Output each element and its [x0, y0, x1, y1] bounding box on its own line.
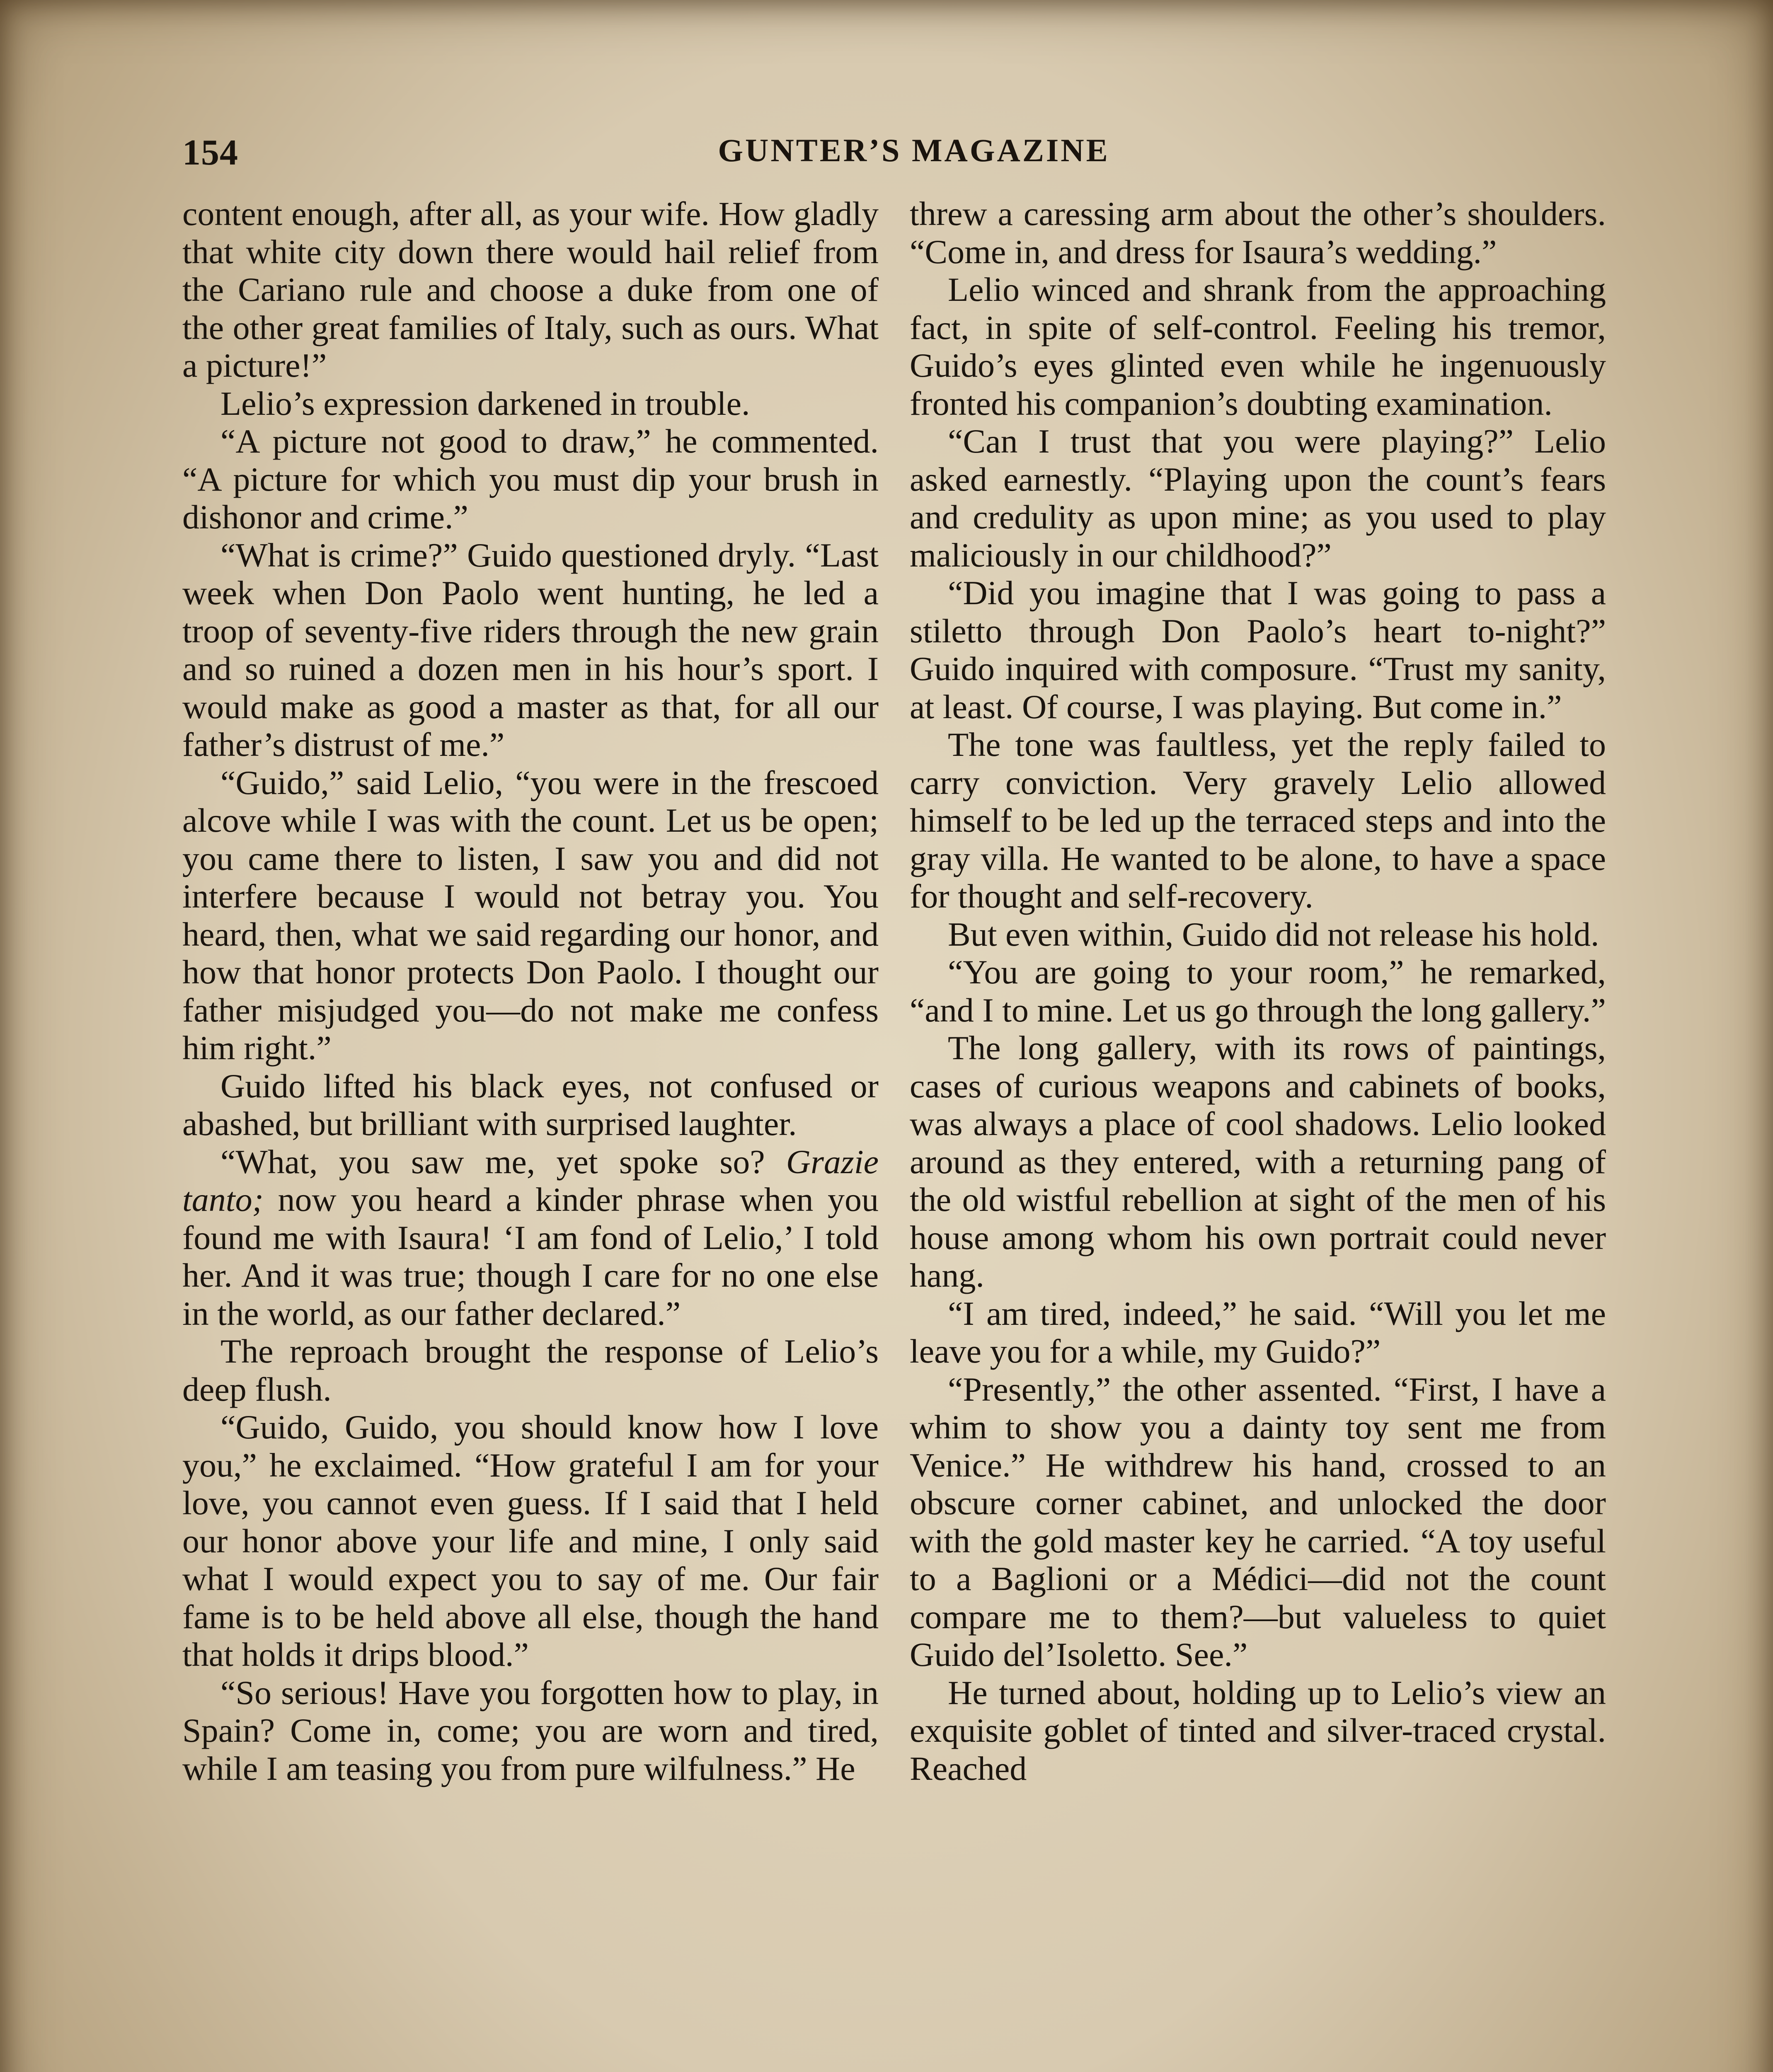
paragraph: “You are going to your room,” he remarked, “and I to mine. Let us go through the long gallery.”: [910, 953, 1606, 1029]
paragraph: “Guido,” said Lelio, “you were in the frescoed alcove while I was with the count. Let us be open; you came there to listen, I saw you and did not interfere because I would not betray you. You heard, then, what we said regarding our honor, and how that honor protects Don Paolo. I thought our father misjudged you—do not make me confess him right.”: [182, 763, 879, 1067]
paragraph: “What is crime?” Guido questioned dryly. “Last week when Don Paolo went hunting, he led a troop of seventy-five riders through the new grain and so ruined a dozen men in his hour’s sport. I would make as good a master as that, for all our father’s distrust of me.”: [182, 536, 879, 763]
paragraph: The long gallery, with its rows of paintings, cases of curious weapons and cabinets of books, was always a place of cool shadows. Lelio looked around as they entered, with a returning pang of the old wistful rebellion at sight of the men of his house among whom his own portrait could never hang.: [910, 1029, 1606, 1294]
paragraph: content enough, after all, as your wife. How gladly that white city down there would hail relief from the Cariano rule and choose a duke from one of the other great families of Italy, such as ours. What a picture!”: [182, 195, 879, 384]
paragraph: Lelio winced and shrank from the approaching fact, in spite of self-control. Feeling his tremor, Guido’s eyes glinted even while he ingenuously fronted his companion’s doubting examination.: [910, 271, 1606, 422]
paragraph: He turned about, holding up to Lelio’s view an exquisite goblet of tinted and silver-traced crystal. Reached: [910, 1673, 1606, 1787]
paragraph: “Can I trust that you were playing?” Lelio asked earnestly. “Playing upon the count’s fears and credulity as upon mine; as you used to play maliciously in our childhood?”: [910, 422, 1606, 574]
paragraph: “Guido, Guido, you should know how I love you,” he exclaimed. “How grateful I am for your love, you cannot even guess. If I said that I held our honor above your life and mine, I only said what I would expect you to say of me. Our fair fame is to be held above all else, though the hand that holds it drips blood.”: [182, 1408, 879, 1673]
paragraph: threw a caressing arm about the other’s shoulders. “Come in, and dress for Isaura’s wedding.”: [910, 195, 1606, 271]
paragraph: “Did you imagine that I was going to pass a stiletto through Don Paolo’s heart to-night?” Guido inquired with composure. “Trust my sanity, at least. Of course, I was playing. But come in.”: [910, 574, 1606, 726]
right-column: [910, 195, 1606, 2072]
paragraph: But even within, Guido did not release his hold.: [948, 915, 1599, 953]
paragraph: “So serious! Have you forgotten how to play, in Spain? Come in, come; you are worn and tired, while I am teasing you from pure wilfulness.” He: [182, 1673, 879, 1787]
paragraph: “Presently,” the other assented. “First, I have a whim to show you a dainty toy sent me from Venice.” He withdrew his hand, crossed to an obscure corner cabinet, and unlocked the door with the gold master key he carried. “A toy useful to a Baglioni or a Médici—did not the count compare me to them?—but valueless to quiet Guido del’Isoletto. See.”: [910, 1370, 1606, 1673]
left-column: [182, 195, 879, 2072]
italic-phrase: Grazie tanto;: [182, 1143, 879, 1218]
paragraph: Lelio’s expression darkened in trouble.: [220, 384, 750, 422]
page-header: [182, 132, 1645, 177]
page-number: 154: [182, 133, 238, 173]
paragraph: Guido lifted his black eyes, not confused or abashed, but brilliant with surprised laughter.: [182, 1067, 879, 1143]
paragraph: The reproach brought the response of Lelio’s deep flush.: [182, 1332, 879, 1408]
paragraph: “I am tired, indeed,” he said. “Will you let me leave you for a while, my Guido?”: [910, 1294, 1606, 1370]
paragraph: The tone was faultless, yet the reply failed to carry conviction. Very gravely Lelio allowed himself to be led up the terraced steps and into the gray villa. He wanted to be alone, to have a space for thought and self-recovery.: [910, 726, 1606, 915]
paragraph: “What, you saw me, yet spoke so? Grazie tanto; now you heard a kinder phrase when you found me with Isaura! ‘I am fond of Lelio,’ I told her. And it was true; though I care for no one else in the world, as our father declared.”: [182, 1143, 879, 1332]
running-head: GUNTER’S MAGAZINE: [718, 132, 1110, 168]
paragraph: “A picture not good to draw,” he commented. “A picture for which you must dip your brush in dishonor and crime.”: [182, 422, 879, 536]
